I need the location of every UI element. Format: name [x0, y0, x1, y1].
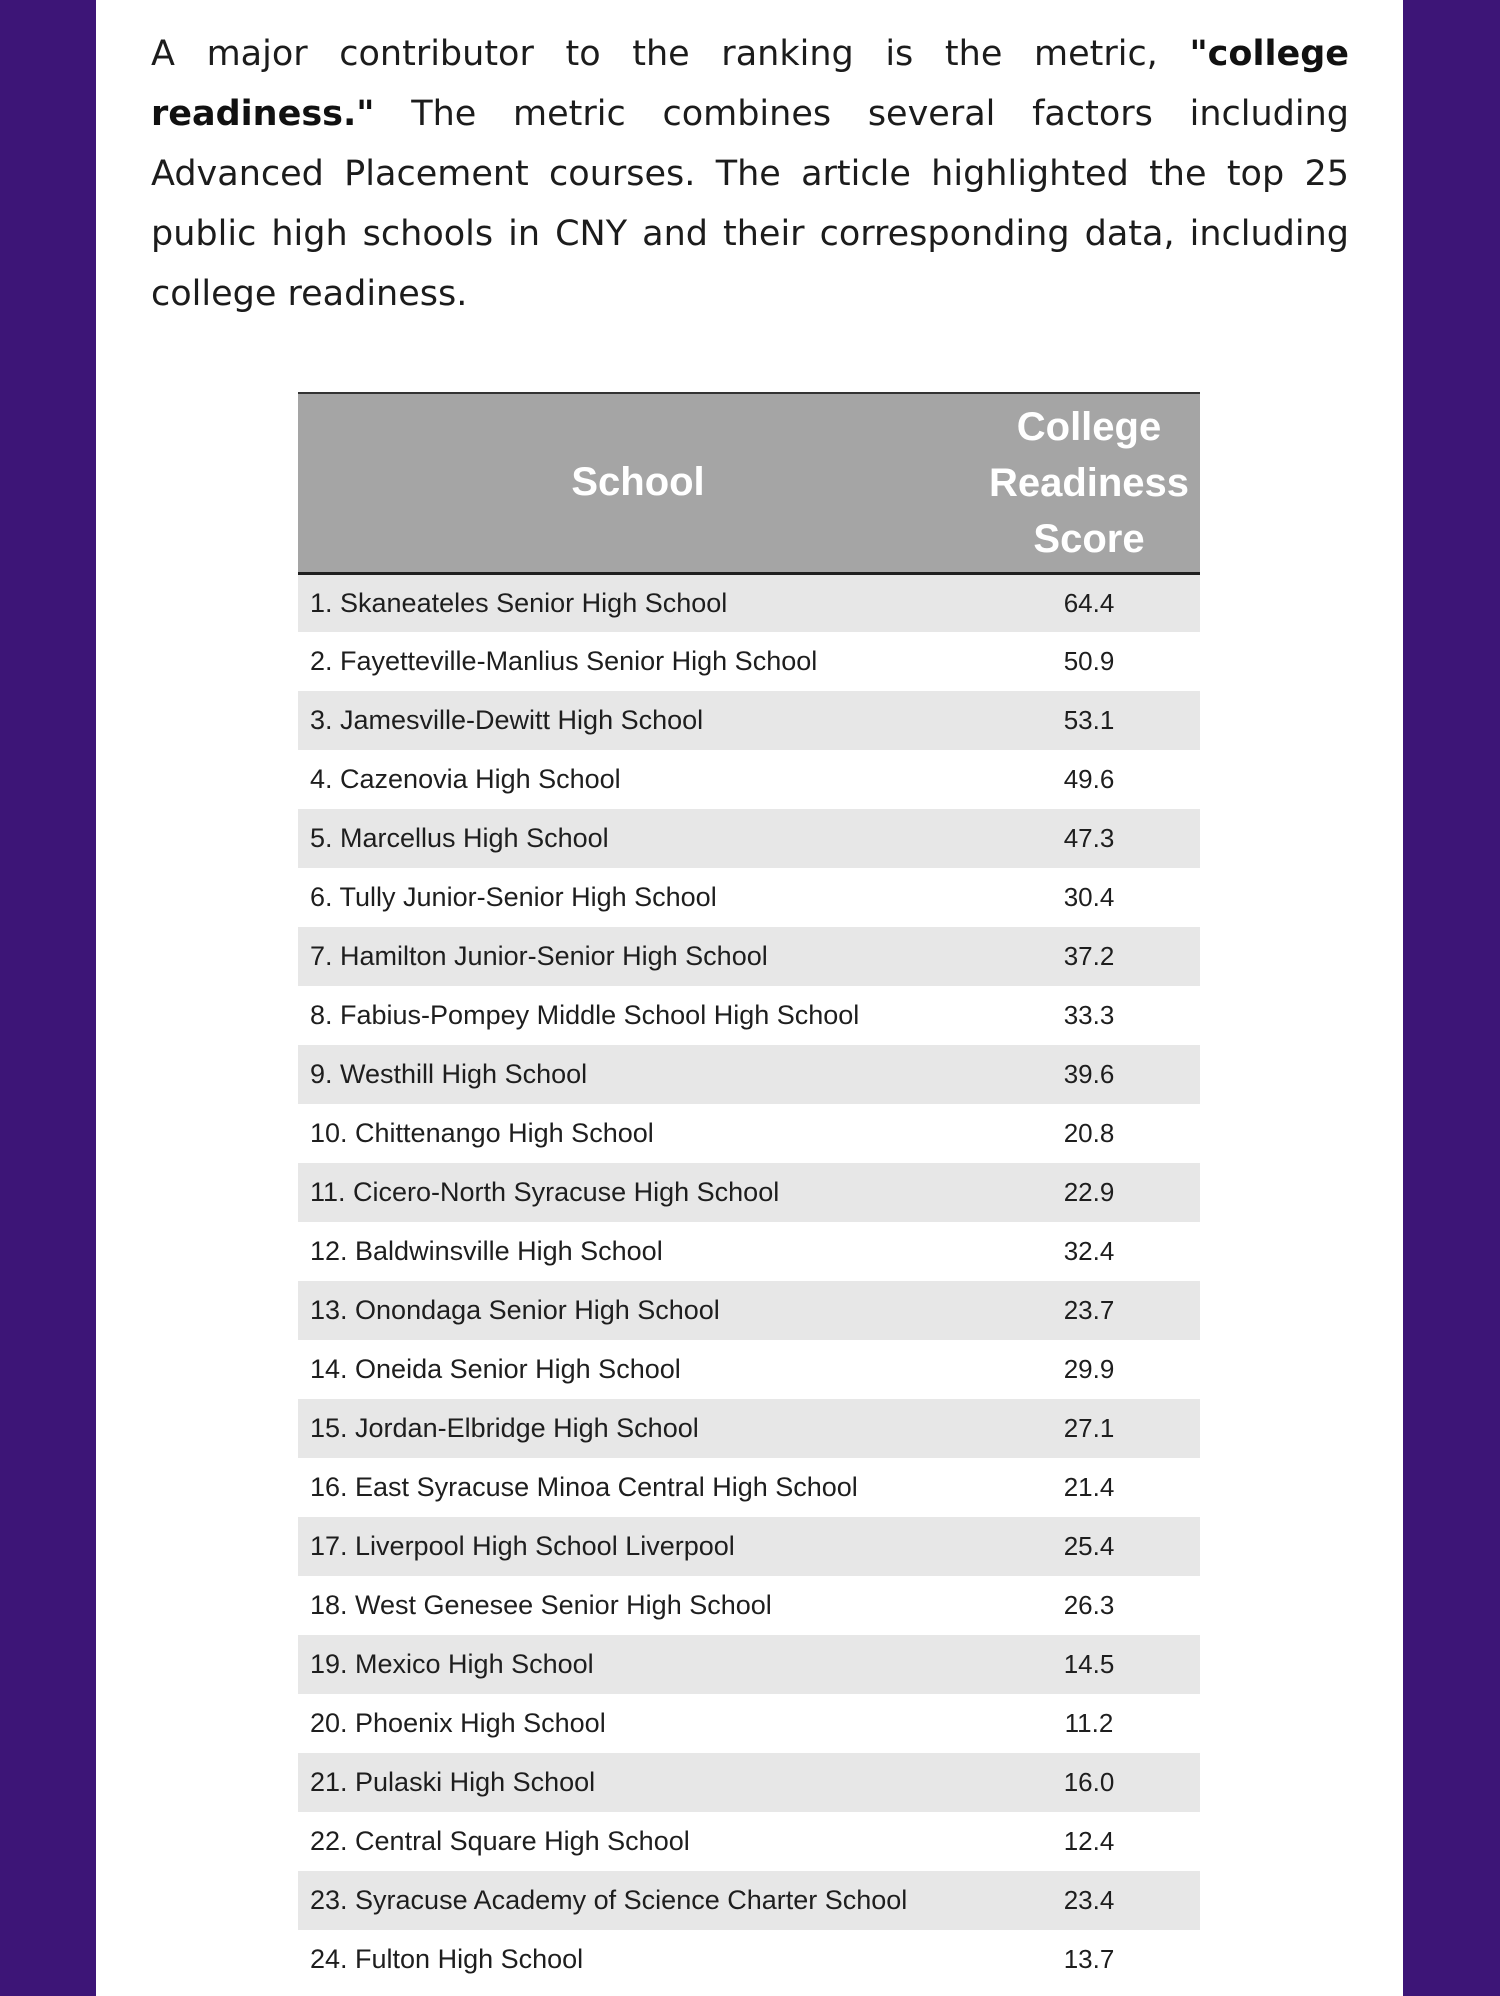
readiness-score-cell: 21.4 — [1063, 1472, 1115, 1502]
school-name-cell: 10. Chittenango High School — [310, 1118, 654, 1148]
readiness-score-cell: 29.9 — [1063, 1354, 1115, 1384]
readiness-score-cell: 50.9 — [1063, 646, 1115, 676]
table-row — [298, 986, 1200, 1045]
table-row — [298, 1576, 1200, 1635]
table-row — [298, 691, 1200, 750]
readiness-score-cell: 16.0 — [1063, 1767, 1115, 1797]
readiness-score-cell: 37.2 — [1063, 941, 1115, 971]
school-name-cell: 9. Westhill High School — [310, 1059, 588, 1089]
school-name-cell: 23. Syracuse Academy of Science Charter School — [310, 1885, 908, 1915]
readiness-score-cell: 32.4 — [1063, 1236, 1115, 1266]
school-name-cell: 16. East Syracuse Minoa Central High School — [310, 1472, 858, 1502]
table-row — [298, 1281, 1200, 1340]
school-name-cell: 8. Fabius-Pompey Middle School High School — [310, 1000, 860, 1030]
header-school: School — [298, 393, 978, 573]
header-score-line2: Readiness — [988, 460, 1190, 505]
school-name-cell: 22. Central Square High School — [310, 1826, 690, 1856]
school-name-cell: 1. Skaneateles Senior High School — [310, 587, 728, 618]
readiness-score-cell: 26.3 — [1063, 1590, 1115, 1620]
school-name-cell: 17. Liverpool High School Liverpool — [310, 1531, 735, 1561]
header-score-line3: Score — [1033, 516, 1145, 561]
school-name-cell: 13. Onondaga Senior High School — [310, 1295, 720, 1325]
school-name-cell: 6. Tully Junior-Senior High School — [310, 882, 717, 912]
readiness-score-cell: 53.1 — [1063, 705, 1115, 735]
school-name-cell: 20. Phoenix High School — [310, 1708, 606, 1738]
readiness-score-cell: 27.1 — [1063, 1413, 1115, 1443]
table-row — [298, 573, 1200, 632]
readiness-score-cell: 12.4 — [1063, 1826, 1115, 1856]
header-row — [298, 393, 1200, 573]
readiness-score-cell: 30.4 — [1063, 882, 1115, 912]
readiness-score-cell: 64.4 — [1063, 587, 1115, 618]
table-row — [298, 1694, 1200, 1753]
intro-paragraph — [151, 24, 1349, 324]
table-row — [298, 1399, 1200, 1458]
table-row — [298, 632, 1200, 691]
school-name-cell: 5. Marcellus High School — [310, 823, 609, 853]
header-score — [978, 393, 1200, 573]
table-row — [298, 750, 1200, 809]
table-row — [298, 1517, 1200, 1576]
readiness-score-cell: 49.6 — [1063, 764, 1115, 794]
ranking-table — [298, 392, 1200, 1989]
readiness-score-cell: 33.3 — [1063, 1000, 1115, 1030]
school-name-cell: 4. Cazenovia High School — [310, 764, 621, 794]
table-row — [298, 1222, 1200, 1281]
readiness-score-cell: 23.4 — [1063, 1885, 1115, 1915]
table-row — [298, 1104, 1200, 1163]
table-row — [298, 1458, 1200, 1517]
readiness-score-cell: 14.5 — [1063, 1649, 1115, 1679]
school-name-cell: 24. Fulton High School — [310, 1944, 584, 1974]
table-row — [298, 927, 1200, 986]
table-row — [298, 1753, 1200, 1812]
school-name-cell: 12. Baldwinsville High School — [310, 1236, 663, 1266]
intro-text-end: The metric combines several factors including Advanced Placement courses. The article highlighted the top 25 public high schools in CNY and their corresponding data, including college readiness. — [151, 94, 1349, 314]
school-name-cell: 14. Oneida Senior High School — [310, 1354, 681, 1384]
readiness-score-cell: 20.8 — [1063, 1118, 1115, 1148]
table-row — [298, 1635, 1200, 1694]
school-name-cell: 2. Fayetteville-Manlius Senior High School — [310, 646, 818, 676]
readiness-score-cell: 39.6 — [1063, 1059, 1115, 1089]
intro-bold-term: "college readiness." — [151, 34, 1349, 134]
school-name-cell: 3. Jamesville-Dewitt High School — [310, 705, 704, 735]
readiness-score-cell: 23.7 — [1063, 1295, 1115, 1325]
table-row — [298, 1871, 1200, 1930]
table-row — [298, 1930, 1200, 1989]
table-row — [298, 1163, 1200, 1222]
header-score-line1: College — [1016, 404, 1162, 449]
readiness-score-cell: 11.2 — [1064, 1708, 1114, 1738]
school-name-cell: 7. Hamilton Junior-Senior High School — [310, 941, 768, 971]
table-body — [298, 573, 1200, 1989]
table-row — [298, 1340, 1200, 1399]
ranking-table-container — [298, 392, 1200, 1989]
school-name-cell: 19. Mexico High School — [310, 1649, 594, 1679]
readiness-score-cell: 47.3 — [1063, 823, 1115, 853]
table-row — [298, 1045, 1200, 1104]
article-page — [96, 0, 1403, 1996]
intro-text-start: A major contributor to the ranking is the metric, — [151, 34, 1190, 74]
table-row — [298, 1812, 1200, 1871]
school-name-cell: 15. Jordan-Elbridge High School — [310, 1413, 699, 1443]
readiness-score-cell: 25.4 — [1063, 1531, 1115, 1561]
table-row — [298, 809, 1200, 868]
school-name-cell: 18. West Genesee Senior High School — [310, 1590, 772, 1620]
table-header — [298, 393, 1200, 573]
school-name-cell: 21. Pulaski High School — [310, 1767, 596, 1797]
readiness-score-cell: 13.7 — [1063, 1944, 1115, 1974]
school-name-cell: 11. Cicero-North Syracuse High School — [310, 1177, 780, 1207]
readiness-score-cell: 22.9 — [1063, 1177, 1115, 1207]
table-row — [298, 868, 1200, 927]
